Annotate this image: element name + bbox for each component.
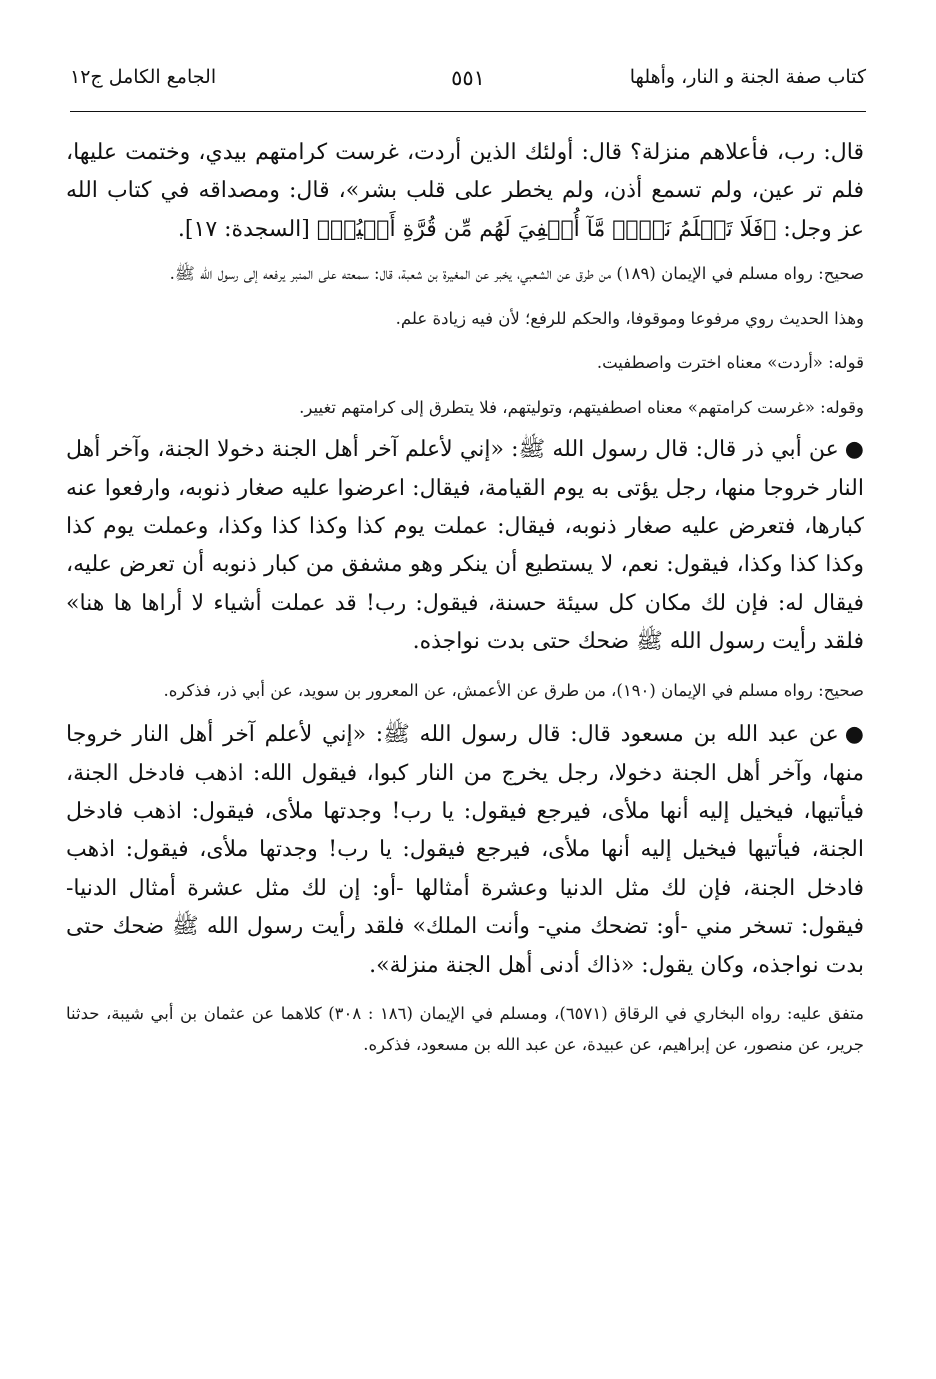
commentary-note: قوله: «أردت» معناه اخترت واصطفيت. [596, 353, 864, 373]
book-title: الجامع الكامل ج١٢ [70, 66, 217, 88]
page-content [66, 134, 864, 1060]
chapter-title: كتاب صفة الجنة و النار، وأهلها [629, 66, 866, 88]
hadith-text: قال: رب، فأعلاهم منزلة؟ قال: أولئك الذين أردت، غرست كرامتهم بيدي، وختمت عليها، فلم تر عين، ولم تسمع أذن، ولم يخطر على قلب بشر»، قال: ومصداقه في كتاب الله عز وجل: ﴿فَلَا تَعۡلَمُ نَفۡسٞ مَّآ أُخۡفِيَ لَهُم مِّن قُرَّةِ أَعۡيُنٖ﴾ [السجدة: ١٧]. [66, 140, 864, 242]
hadith-paragraph [66, 431, 864, 661]
hadith-paragraph [66, 716, 864, 985]
commentary-note: وقوله: «غرست كرامتهم» معناه اصطفيتهم، وتوليتهم، فلا يتطرق إلى كرامتهم تغيير. [299, 397, 864, 417]
takhrij-note: متفق عليه: رواه البخاري في الرقاق (٦٥٧١)، ومسلم في الإيمان (١٨٦ : ٣٠٨) كلاهما عن عثمان بن أبي شيبة، حدثنا جرير، عن منصور، عن إبراهيم، عن عبيدة، عن عبد الله بن مسعود، فذكره. [66, 1004, 865, 1054]
takhrij-note: صحيح: رواه مسلم في الإيمان (١٨٩) من طرق عن الشعبي، يخبر عن المغيرة بن شعبة، قال: سمعته على المنبر يرفعه إلى رسول الله ﷺ. [169, 264, 864, 284]
page-header [70, 62, 866, 96]
hadith-text: عن عبد الله بن مسعود قال: قال رسول الله ﷺ: «إني لأعلم آخر أهل النار خروجا منها، وآخر أهل الجنة دخولا، رجل يخرج من النار كبوا، فيقول الله: اذهب فادخل الجنة، فيأتيها، فيخيل إليه أنها ملأى، فيرجع فيقول: يا رب! وجدتها ملأى، فيقول: اذهب فادخل الجنة، فيأتيها فيخيل إليه أنها ملأى، فيرجع فيقول: يا رب! وجدتها ملأى، فيقول: اذهب فادخل الجنة، فإن لك مثل الدنيا وعشرة أمثالها -أو: إن لك مثل عشرة أمثال الدنيا- فيقول: تسخر مني -أو: تضحك مني- وأنت الملك» فلقد رأيت رسول الله ﷺ ضحك حتى بدت نواجذه، وكان يقول: «ذاك أدنى أهل الجنة منزلة». [66, 722, 864, 978]
bullet-icon: ● [844, 437, 864, 463]
header-rule [70, 111, 866, 112]
hadith-text: عن أبي ذر قال: قال رسول الله ﷺ: «إني لأعلم آخر أهل الجنة دخولا الجنة، وآخر أهل النار خروجا منها، رجل يؤتى به يوم القيامة، فيقال: اعرضوا عليه صغار ذنوبه، وارفعوا عنه كبارها، فتعرض عليه صغار ذنوبه، فيقال: عملت يوم كذا وكذا كذا وكذا، وعملت يوم كذا وكذا كذا وكذا، فيقول: نعم، لا يستطيع أن ينكر وهو مشفق من كبار ذنوبه أن تعرض عليه، فيقال له: فإن لك مكان كل سيئة حسنة، فيقول: رب! قد عملت أشياء لا أراها ها هنا» فلقد رأيت رسول الله ﷺ ضحك حتى بدت نواجذه. [66, 437, 864, 655]
bullet-icon: ● [844, 722, 864, 748]
takhrij-note: صحيح: رواه مسلم في الإيمان (١٩٠)، من طرق عن الأعمش، عن المعرور بن سويد، عن أبي ذر، فذكره. [163, 680, 864, 700]
page-number: ٥٥١ [451, 66, 485, 90]
commentary-note: وهذا الحديث روي مرفوعا وموقوفا، والحكم للرفع؛ لأن فيه زيادة علم. [395, 308, 864, 328]
